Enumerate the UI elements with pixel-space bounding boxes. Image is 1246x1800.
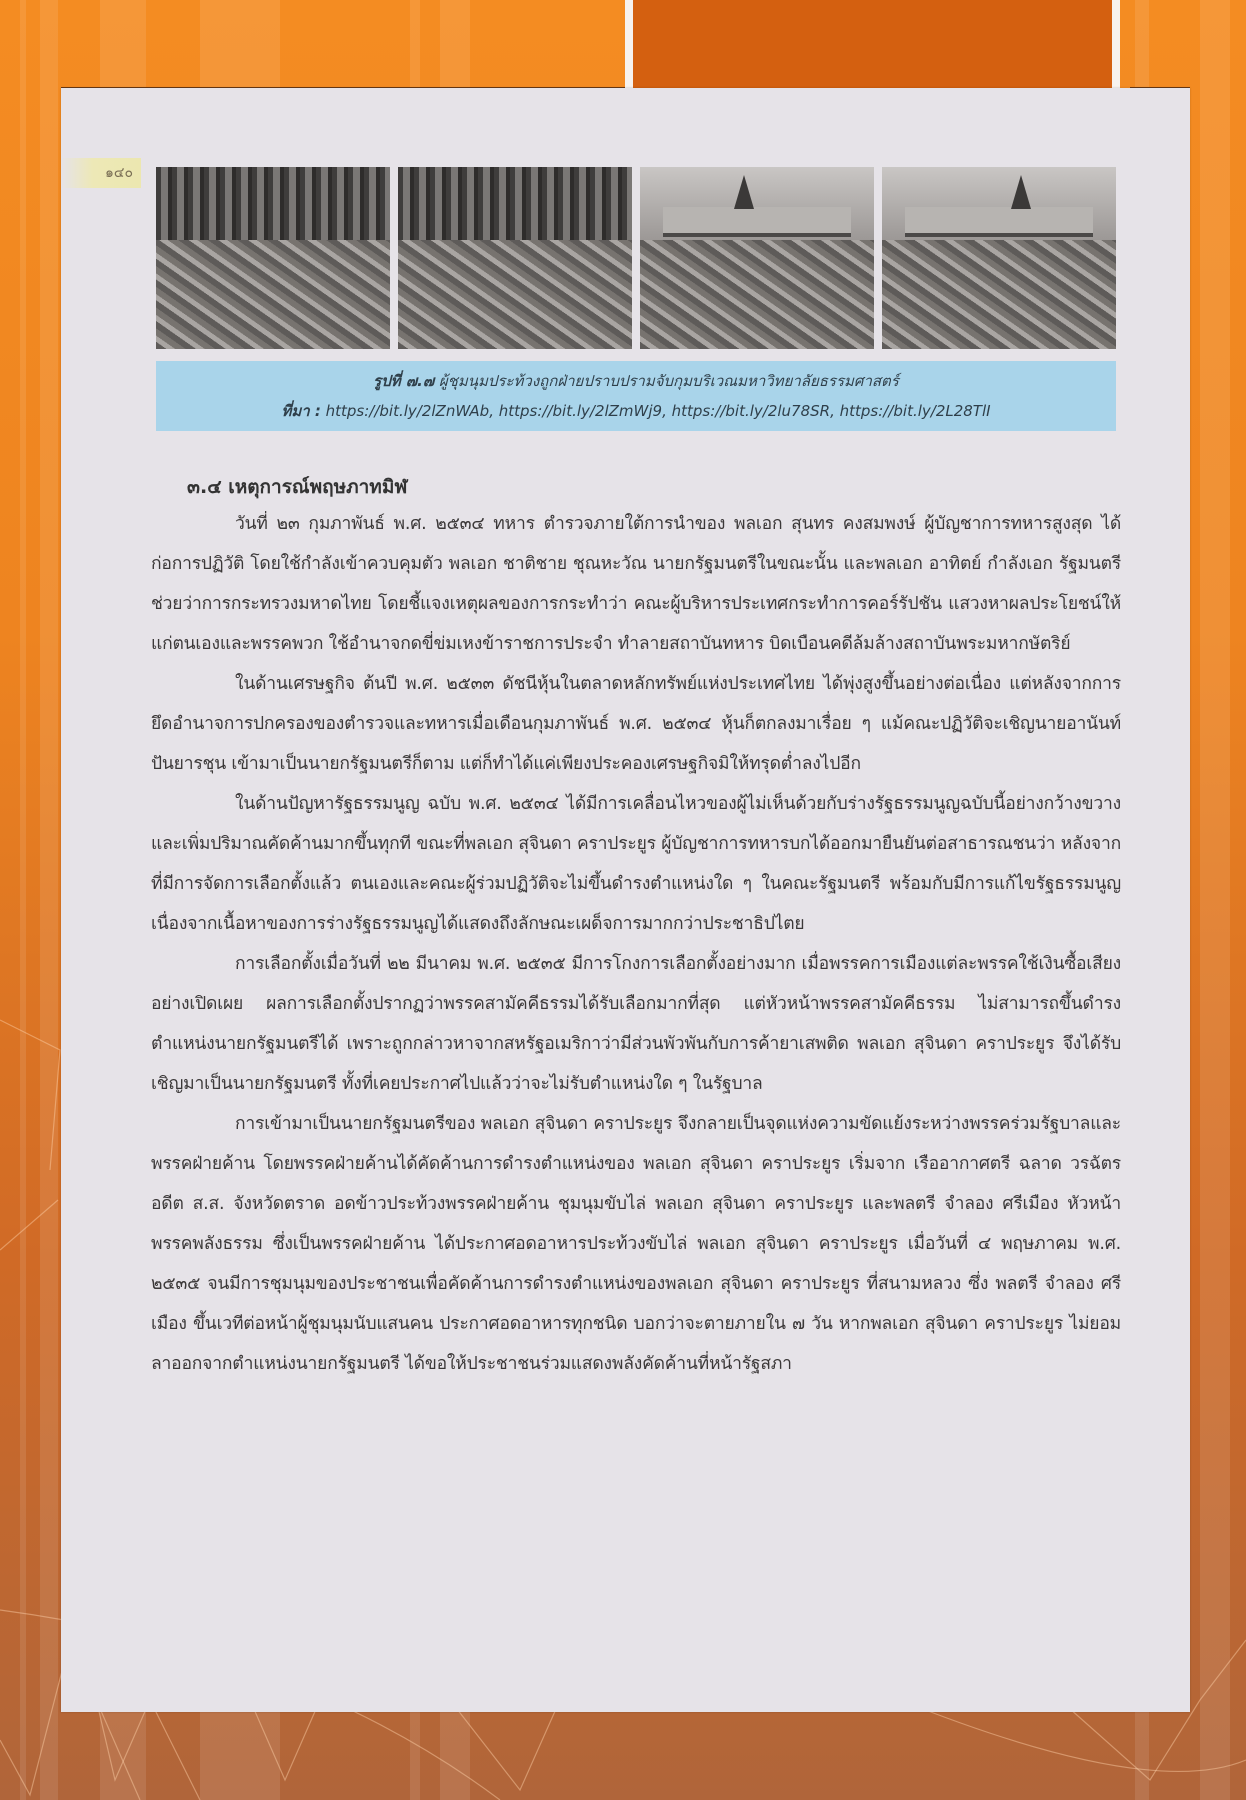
caption-source-line [156, 396, 1116, 426]
photo-4 [882, 167, 1116, 349]
figure-caption [156, 361, 1116, 431]
photo-3 [640, 167, 874, 349]
photo-2 [398, 167, 632, 349]
section-heading: ๓.๔ เหตุการณ์พฤษภาทมิฬ [187, 476, 408, 498]
paragraph-economy: ในด้านเศรษฐกิจ ต้นปี พ.ศ. ๒๕๓๓ ดัชนีหุ้นในตลาดหลักทรัพย์แห่งประเทศไทย ได้พุ่งสูงขึ้นอย่างต่อเนื่อง แต่หลังจากการยึดอำนาจการปกครองของตำรวจและทหารเมื่อเดือนกุมภาพันธ์ พ.ศ. ๒๕๓๔ หุ้นก็ตกลงมาเรื่อย ๆ แม้คณะปฏิวัติจะเชิญนายอานันท์ ปันยารชุน เข้ามาเป็นนายกรัฐมนตรีก็ตาม แต่ก็ทำได้แค่เพียงประคองเศรษฐกิจมิให้ทรุดต่ำลงไปอีก [151, 674, 1121, 774]
book-page [61, 88, 1190, 1712]
page-number: ๑๔๐ [61, 158, 141, 188]
photo-1 [156, 167, 390, 349]
paragraph-election: การเลือกตั้งเมื่อวันที่ ๒๒ มีนาคม พ.ศ. ๒๕๓๕ มีการโกงการเลือกตั้งอย่างมาก เมื่อพรรคการเมืองแต่ละพรรคใช้เงินซื้อเสียงอย่างเปิดเผย ผลการเลือกตั้งปรากฏว่าพรรคสามัคคีธรรมได้รับเลือกมากที่สุด แต่หัวหน้าพรรคสามัคคีธรรม ไม่สามารถขึ้นดำรงตำแหน่งนายกรัฐมนตรีได้ เพราะถูกกล่าวหาจากสหรัฐอเมริกาว่ามีส่วนพัวพันกับการค้ายาเสพติด พลเอก สุจินดา คราประยูร จึงได้รับเชิญมาเป็นนายกรัฐมนตรี ทั้งที่เคยประกาศไปแล้วว่าจะไม่รับตำแหน่งใด ๆ ในรัฐบาล [151, 954, 1121, 1094]
paragraph-protest: การเข้ามาเป็นนายกรัฐมนตรีของ พลเอก สุจินดา คราประยูร จึงกลายเป็นจุดแห่งความขัดแย้งระหว่างพรรคร่วมรัฐบาลและพรรคฝ่ายค้าน โดยพรรคฝ่ายค้านได้คัดค้านการดำรงตำแหน่งของ พลเอก สุจินดา คราประยูร เริ่มจาก เรืออากาศตรี ฉลาด วรฉัตร อดีต ส.ส. จังหวัดตราด อดข้าวประท้วงพรรคฝ่ายค้าน ชุมนุมขับไล่ พลเอก สุจินดา คราประยูร และพลตรี จำลอง ศรีเมือง หัวหน้าพรรคพลังธรรม ซึ่งเป็นพรรคฝ่ายค้าน ได้ประกาศอดอาหารประท้วงขับไล่ พลเอก สุจินดา คราประยูร เมื่อวันที่ ๔ พฤษภาคม พ.ศ. ๒๕๓๕ จนมีการชุมนุมของประชาชนเพื่อคัดค้านการดำรงตำแหน่งของพลเอก สุจินดา คราประยูร ที่สนามหลวง ซึ่ง พลตรี จำลอง ศรีเมือง ขึ้นเวทีต่อหน้าผู้ชุมนุมนับแสนคน ประกาศอดอาหารทุกชนิด บอกว่าจะตายภายใน ๗ วัน หากพลเอก สุจินดา คราประยูร ไม่ยอมลาออกจากตำแหน่งนายกรัฐมนตรี ได้ขอให้ประชาชนร่วมแสดงพลังคัดค้านที่หน้ารัฐสภา [151, 1114, 1121, 1374]
source-links: https://bit.ly/2lZnWAb, https://bit.ly/2lZmWj9, https://bit.ly/2lu78SR, https://bit.ly/2L28TlI [325, 402, 991, 420]
figure-photo-strip [156, 167, 1116, 349]
paragraph-coup: วันที่ ๒๓ กุมภาพันธ์ พ.ศ. ๒๕๓๔ ทหาร ตำรวจภายใต้การนำของ พลเอก สุนทร คงสมพงษ์ ผู้บัญชาการทหารสูงสุด ได้ก่อการปฏิวัติ โดยใช้กำลังเข้าควบคุมตัว พลเอก ชาติชาย ชุณหะวัณ นายกรัฐมนตรีในขณะนั้น และพลเอก อาทิตย์ กำลังเอก รัฐมนตรีช่วยว่าการกระทรวงมหาดไทย โดยชี้แจงเหตุผลของการกระทำว่า คณะผู้บริหารประเทศกระทำการคอร์รัปชัน แสวงหาผลประโยชน์ให้แก่ตนเองและพรรคพวก ใช้อำนาจกดขี่ข่มเหงข้าราชการประจำ ทำลายสถาบันทหาร บิดเบือนคดีล้มล้างสถาบันพระมหากษัตริย์ [151, 514, 1121, 654]
caption-title-line [156, 366, 1116, 396]
caption-label: รูปที่ ๗.๗ [373, 372, 435, 390]
paragraph-constitution: ในด้านปัญหารัฐธรรมนูญ ฉบับ พ.ศ. ๒๕๓๔ ได้มีการเคลื่อนไหวของผู้ไม่เห็นด้วยกับร่างรัฐธรรมนูญฉบับนี้อย่างกว้างขวางและเพิ่มปริมาณคัดค้านมากขึ้นทุกที ขณะที่พลเอก สุจินดา คราประยูร ผู้บัญชาการทหารบกได้ออกมายืนยันต่อสาธารณชนว่า หลังจากที่มีการจัดการเลือกตั้งแล้ว ตนเองและคณะผู้ร่วมปฏิวัติจะไม่ขึ้นดำรงตำแหน่งใด ๆ ในคณะรัฐมนตรี พร้อมกับมีการแก้ไขรัฐธรรมนูญ เนื่องจากเนื้อหาของการร่างรัฐธรรมนูญได้แสดงถึงลักษณะเผด็จการมากกว่าประชาธิปไตย [151, 794, 1121, 934]
caption-text: ผู้ชุมนุมประท้วงถูกฝ่ายปราบปรามจับกุมบริเวณมหาวิทยาลัยธรรมศาสตร์ [438, 372, 899, 390]
source-label: ที่มา : [281, 402, 321, 420]
section-content [151, 470, 1121, 1384]
